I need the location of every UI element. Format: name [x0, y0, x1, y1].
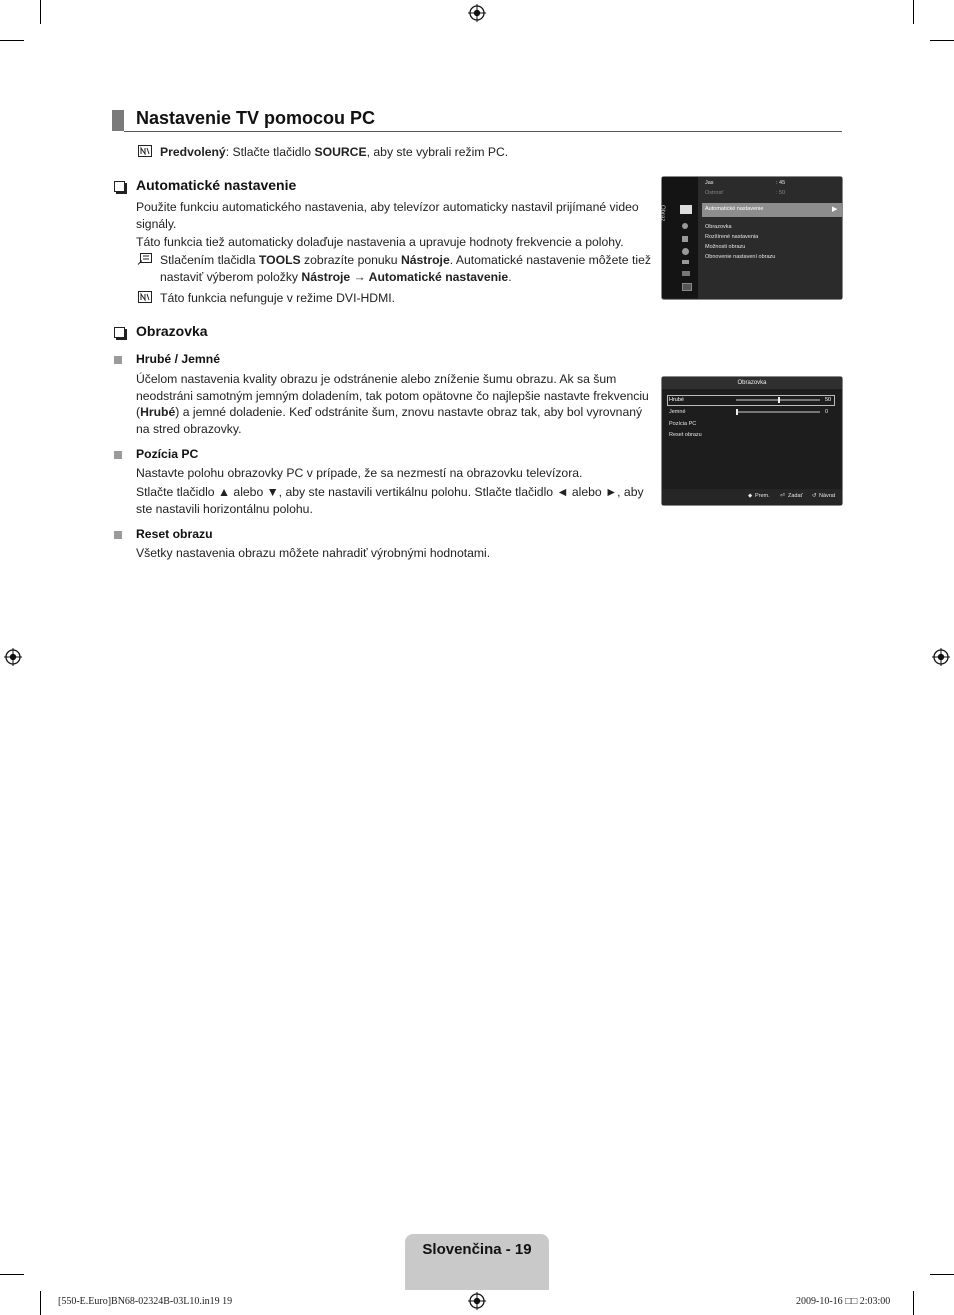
- crop-mark: [40, 0, 41, 24]
- tools-icon: [138, 253, 152, 265]
- slider-thumb[interactable]: [778, 397, 780, 403]
- pcpos-text1: Nastavte polohu obrazovky PC v prípade, že sa nezmestí na obrazovku televízora.: [136, 466, 583, 480]
- tools-text: Stlačením tlačidla: [160, 253, 259, 267]
- slug-left: [550-E.Euro]BN68-02324B-03L10.in19 19: [58, 1296, 233, 1307]
- crop-mark: [0, 40, 24, 41]
- tv-row-value: : 50: [776, 190, 786, 196]
- coarse-text-part: Účelom nastavenia kvality obrazu je odstránenie alebo zníženie šumu obrazu. Ak sa šum neodstráni samotným jemným doladením, tak potom opätovne čo najlepšie nastavte frekvenciu (: [136, 372, 649, 419]
- input-icon: [682, 260, 689, 264]
- auto-para1: Použite funkciu automatického nastavenia, aby televízor automaticky nastavil prijímané video signály.: [136, 200, 639, 231]
- checkbox-bullet: [114, 181, 125, 192]
- square-bullet: [114, 356, 122, 364]
- crop-mark: [930, 1274, 954, 1275]
- slider-value: 0: [825, 409, 829, 415]
- slug-right: 2009-10-16 □□ 2:03:00: [796, 1296, 891, 1307]
- setup-icon: [682, 248, 689, 255]
- coarse-text-part: ) a jemné doladenie. Keď odstránite šum, znovu nastavte obraz tak, aby bol vyrovnaný na stred obrazovky.: [136, 405, 643, 436]
- crop-mark: [930, 40, 954, 41]
- slider-value: 50: [825, 397, 832, 403]
- reset-title: Reset obrazu: [136, 527, 213, 541]
- enter-icon: ⏎: [780, 493, 785, 499]
- note-preset-text: : Stlačte tlačidlo: [225, 145, 315, 159]
- registration-mark-icon: [932, 648, 950, 666]
- arrow-right-icon: ▶: [832, 206, 838, 213]
- tv-row-label: Jas: [705, 180, 714, 186]
- note-icon: [138, 291, 152, 303]
- hint-back: Návrat: [819, 493, 836, 499]
- square-bullet: [114, 531, 122, 539]
- picture-icon: [680, 205, 692, 214]
- auto-para2: Táto funkcia tiež automaticky dolaďuje nastavenia a upravuje hodnoty frekvencie a polohy.: [136, 235, 624, 249]
- title-rule: [124, 131, 842, 132]
- tv-menu-item[interactable]: Pozícia PC: [669, 421, 697, 427]
- tv-menu-item[interactable]: Reset obrazu: [669, 432, 702, 438]
- slider-label: Jemné: [669, 409, 686, 415]
- menu-path: Nástroje → Automatické nastavenie: [301, 269, 509, 284]
- pcpos-title: Pozícia PC: [136, 447, 199, 461]
- note-preset-label: Predvolený: [160, 145, 226, 159]
- registration-mark-icon: [468, 4, 486, 22]
- return-icon: ↺: [812, 493, 817, 499]
- coarse-text: [136, 371, 652, 437]
- tools-note: [160, 252, 656, 285]
- hint-enter: Zadať: [788, 493, 803, 499]
- tv-dialog-title: Obrazovka: [662, 377, 842, 389]
- registration-mark-icon: [468, 1292, 486, 1310]
- sound-icon: [682, 223, 688, 229]
- coarse-keyword: Hrubé: [140, 405, 176, 419]
- slider-thumb[interactable]: [736, 409, 738, 415]
- square-bullet: [114, 451, 122, 459]
- move-icon: ◆: [748, 493, 753, 499]
- tv-screen-dialog: [661, 376, 843, 506]
- coarse-title: Hrubé / Jemné: [136, 352, 220, 366]
- tools-keyword: TOOLS: [258, 253, 301, 267]
- hint-move: Prem.: [755, 493, 770, 499]
- tv-side-label: Obraz: [659, 205, 665, 222]
- support-icon: [682, 283, 692, 291]
- auto-heading: Automatické nastavenie: [136, 177, 297, 193]
- page-title: Nastavenie TV pomocou PC: [136, 108, 376, 128]
- application-icon: [682, 271, 690, 276]
- tools-text: . Automatické nastavenie môžete tiež nastaviť výberom položky: [160, 253, 651, 284]
- note-preset: [160, 144, 680, 161]
- crop-mark: [913, 1291, 914, 1315]
- tv-menu-picture: [661, 176, 843, 300]
- tv-menu-item[interactable]: Rozšírené nastavenia: [705, 234, 759, 240]
- tools-text: .: [508, 269, 512, 284]
- registration-mark-icon: [4, 648, 22, 666]
- tv-menu-item[interactable]: Možnosti obrazu: [705, 244, 746, 250]
- nastroje-keyword: Nástroje: [400, 253, 450, 267]
- note-icon: [138, 145, 152, 157]
- note-preset-text: , aby ste vybrali režim PC.: [366, 145, 509, 159]
- tv-menu-item[interactable]: Obrazovka: [705, 224, 732, 230]
- source-keyword: SOURCE: [314, 145, 367, 159]
- channel-icon: [682, 236, 688, 242]
- crop-mark: [40, 1291, 41, 1315]
- tv-sidebar: [659, 177, 698, 298]
- pcpos-text2: Stlačte tlačidlo ▲ alebo ▼, aby ste nastavili vertikálnu polohu. Stlačte tlačidlo ◄ alebo ►, aby ste nastavili horizontálnu polohu.: [136, 485, 644, 516]
- checkbox-bullet: [114, 327, 125, 338]
- footer-page-label: Slovenčina - 19: [422, 1241, 532, 1258]
- tv-row-label: Ostrosť: [705, 190, 724, 196]
- note-hdmi: Táto funkcia nefunguje v režime DVI-HDMI.: [160, 291, 396, 305]
- tv-menu-item[interactable]: Obnovenie nastavení obrazu: [705, 254, 776, 260]
- tools-text: zobrazíte ponuku: [300, 253, 401, 267]
- crop-mark: [913, 0, 914, 24]
- reset-text: Všetky nastavenia obrazu môžete nahradiť výrobnými hodnotami.: [136, 546, 491, 560]
- tv-highlight-label: Automatické nastavenie: [705, 206, 764, 212]
- slider-label: Hrubé: [669, 397, 684, 403]
- slider-track[interactable]: [736, 411, 820, 413]
- section-marker: [112, 110, 124, 131]
- crop-mark: [0, 1274, 24, 1275]
- tv-row-value: : 45: [776, 180, 786, 186]
- screen-heading: Obrazovka: [136, 323, 208, 339]
- tv-menu-list: [698, 177, 842, 299]
